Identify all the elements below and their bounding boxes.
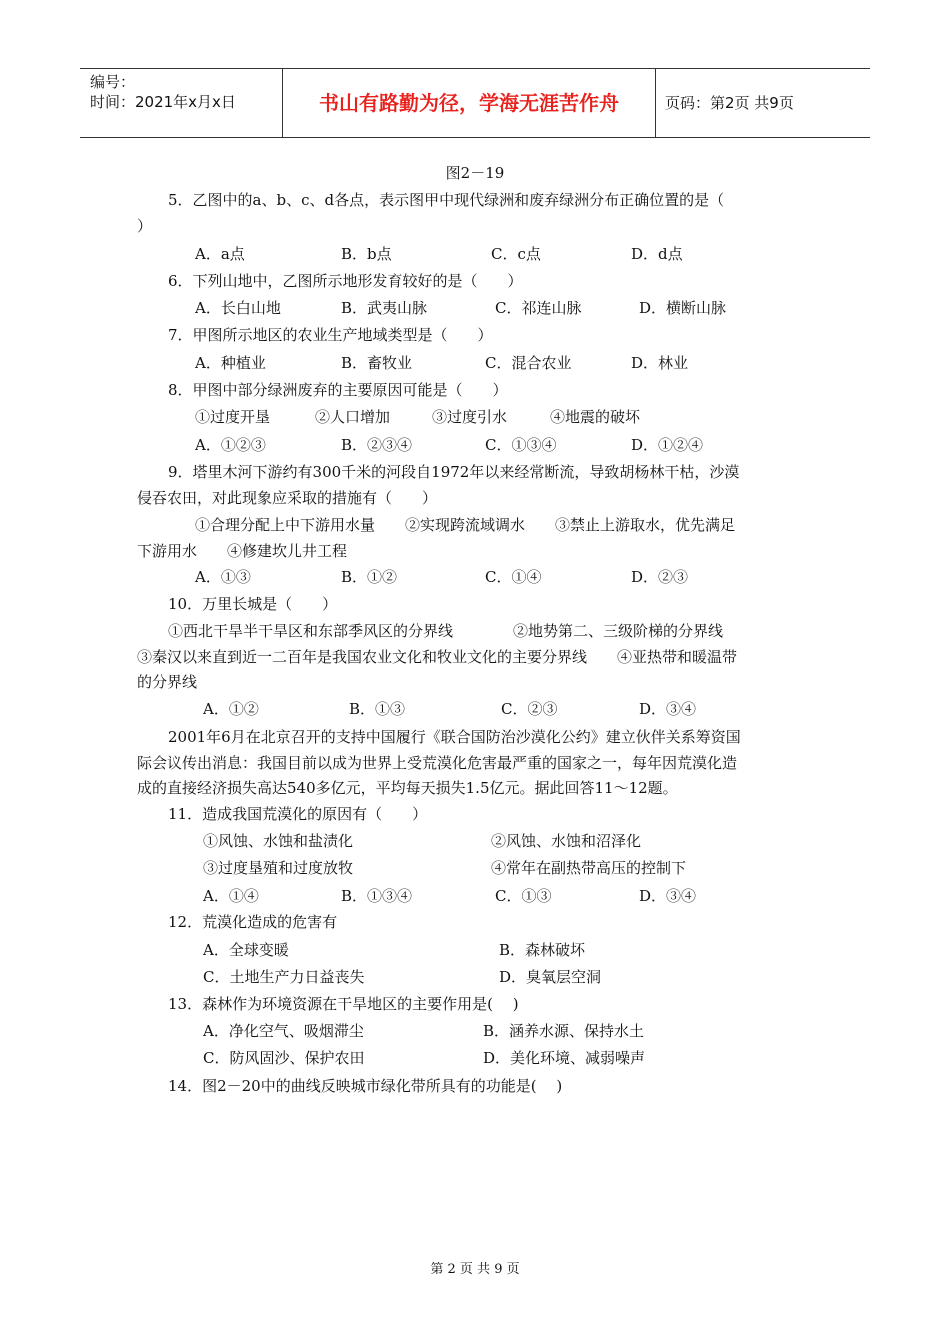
question-9-option-c: C．①④ <box>485 568 542 586</box>
question-9-items-line-2: 下游用水 ④修建坎儿井工程 <box>137 542 348 560</box>
question-9-option-b: B．①② <box>341 568 398 586</box>
question-10-option-d: D．③④ <box>639 700 697 718</box>
question-13-option-d: D．美化环境、减弱噪声 <box>483 1049 646 1067</box>
question-13-option-c: C．防风固沙、保护农田 <box>203 1049 365 1067</box>
question-11-stem: 11．造成我国荒漠化的原因有（ ） <box>168 805 428 823</box>
header-page-info: 页码：第2页 共9页 <box>665 94 794 112</box>
passage-line-3: 成的直接经济损失高达540多亿元，平均每天损失1.5亿元。据此回答11～12题。 <box>137 779 678 797</box>
question-9-items-line-1: ①合理分配上中下游用水量 ②实现跨流域调水 ③禁止上游取水，优先满足 <box>195 516 736 534</box>
question-8-stem: 8．甲图中部分绿洲废弃的主要原因可能是（ ） <box>168 381 508 399</box>
question-8-option-d: D．①②④ <box>631 436 704 454</box>
question-10-option-a: A．①② <box>203 700 259 718</box>
question-8-option-b: B．②③④ <box>341 436 413 454</box>
question-5-option-c: C．c点 <box>491 245 541 263</box>
question-8-item-3: ③过度引水 <box>432 408 508 426</box>
question-10-items-line-1: ①西北干旱半干旱区和东部季风区的分界线 ②地势第二、三级阶梯的分界线 <box>168 622 724 640</box>
question-10-option-c: C．②③ <box>501 700 558 718</box>
question-9-option-a: A．①③ <box>195 568 251 586</box>
question-5-option-d: D．d点 <box>631 245 683 263</box>
question-5-option-a: A．a点 <box>195 245 245 263</box>
question-11-item-1: ①风蚀、水蚀和盐渍化 <box>203 832 354 850</box>
question-9-stem-line-2: 侵吞农田，对此现象应采取的措施有（ ） <box>137 489 438 507</box>
question-10-items-line-3: 的分界线 <box>137 673 198 691</box>
passage-line-2: 际会议传出消息：我国目前以成为世界上受荒漠化危害最严重的国家之一，每年因荒漠化造 <box>137 754 738 772</box>
question-9-option-d: D．②③ <box>631 568 689 586</box>
question-6-stem: 6．下列山地中，乙图所示地形发育较好的是（ ） <box>168 272 523 290</box>
question-11-item-3: ③过度垦殖和过度放牧 <box>203 859 354 877</box>
question-5-stem: 5．乙图中的a、b、c、d各点，表示图甲中现代绿洲和废弃绿洲分布正确位置的是（ <box>168 191 725 209</box>
question-6-option-a: A．长白山地 <box>195 299 281 317</box>
header-meta <box>80 69 282 137</box>
question-8-option-a: A．①②③ <box>195 436 266 454</box>
question-6-option-c: C．祁连山脉 <box>495 299 582 317</box>
question-10-stem: 10．万里长城是（ ） <box>168 595 338 613</box>
question-7-option-b: B．畜牧业 <box>341 354 413 372</box>
question-6-option-d: D．横断山脉 <box>639 299 727 317</box>
question-12-option-a: A．全球变暖 <box>203 941 289 959</box>
question-13-option-a: A．净化空气、吸烟滞尘 <box>203 1022 364 1040</box>
page-footer: 第 2 页 共 9 页 <box>430 1262 520 1277</box>
question-11-item-2: ②风蚀、水蚀和沼泽化 <box>491 832 642 850</box>
question-14-stem: 14．图2－20中的曲线反映城市绿化带所具有的功能是( ) <box>168 1077 563 1095</box>
document-number: 编号： <box>90 73 136 91</box>
document-time: 时间：2021年x月x日 <box>90 93 236 111</box>
question-11-item-4: ④常年在副热带高压的控制下 <box>491 859 687 877</box>
question-10-option-b: B．①③ <box>349 700 406 718</box>
question-5-option-b: B．b点 <box>341 245 392 263</box>
question-12-stem: 12．荒漠化造成的危害有 <box>168 913 338 931</box>
question-6-option-b: B．武夷山脉 <box>341 299 428 317</box>
question-11-option-c: C．①③ <box>495 887 552 905</box>
question-5-stem-cont: ） <box>137 217 153 235</box>
question-7-stem: 7．甲图所示地区的农业生产地域类型是（ ） <box>168 326 493 344</box>
question-11-option-a: A．①④ <box>203 887 259 905</box>
question-11-option-d: D．③④ <box>639 887 697 905</box>
question-13-option-b: B．涵养水源、保持水土 <box>483 1022 645 1040</box>
figure-caption: 图2－19 <box>445 164 505 182</box>
header-motto: 书山有路勤为径，学海无涯苦作舟 <box>282 69 656 137</box>
question-7-option-a: A．种植业 <box>195 354 266 372</box>
question-9-stem-line-1: 9．塔里木河下游约有300千米的河段自1972年以来经常断流，导致胡杨林干枯，沙漠 <box>168 463 740 481</box>
question-12-option-b: B．森林破坏 <box>499 941 586 959</box>
question-12-option-d: D．臭氧层空洞 <box>499 968 602 986</box>
question-8-item-2: ②人口增加 <box>315 408 391 426</box>
question-10-items-line-2: ③秦汉以来直到近一二百年是我国农业文化和牧业文化的主要分界线 ④亚热带和暖温带 <box>137 648 738 666</box>
question-11-option-b: B．①③④ <box>341 887 413 905</box>
question-13-stem: 13．森林作为环境资源在干旱地区的主要作用是( ) <box>168 995 519 1013</box>
document-header <box>80 68 870 138</box>
question-7-option-d: D．林业 <box>631 354 689 372</box>
question-8-item-1: ①过度开垦 <box>195 408 271 426</box>
question-12-option-c: C．土地生产力日益丧失 <box>203 968 365 986</box>
question-8-item-4: ④地震的破坏 <box>550 408 641 426</box>
question-7-option-c: C．混合农业 <box>485 354 572 372</box>
passage-line-1: 2001年6月在北京召开的支持中国履行《联合国防治沙漠化公约》建立伙伴关系筹资国 <box>168 728 741 746</box>
question-8-option-c: C．①③④ <box>485 436 557 454</box>
